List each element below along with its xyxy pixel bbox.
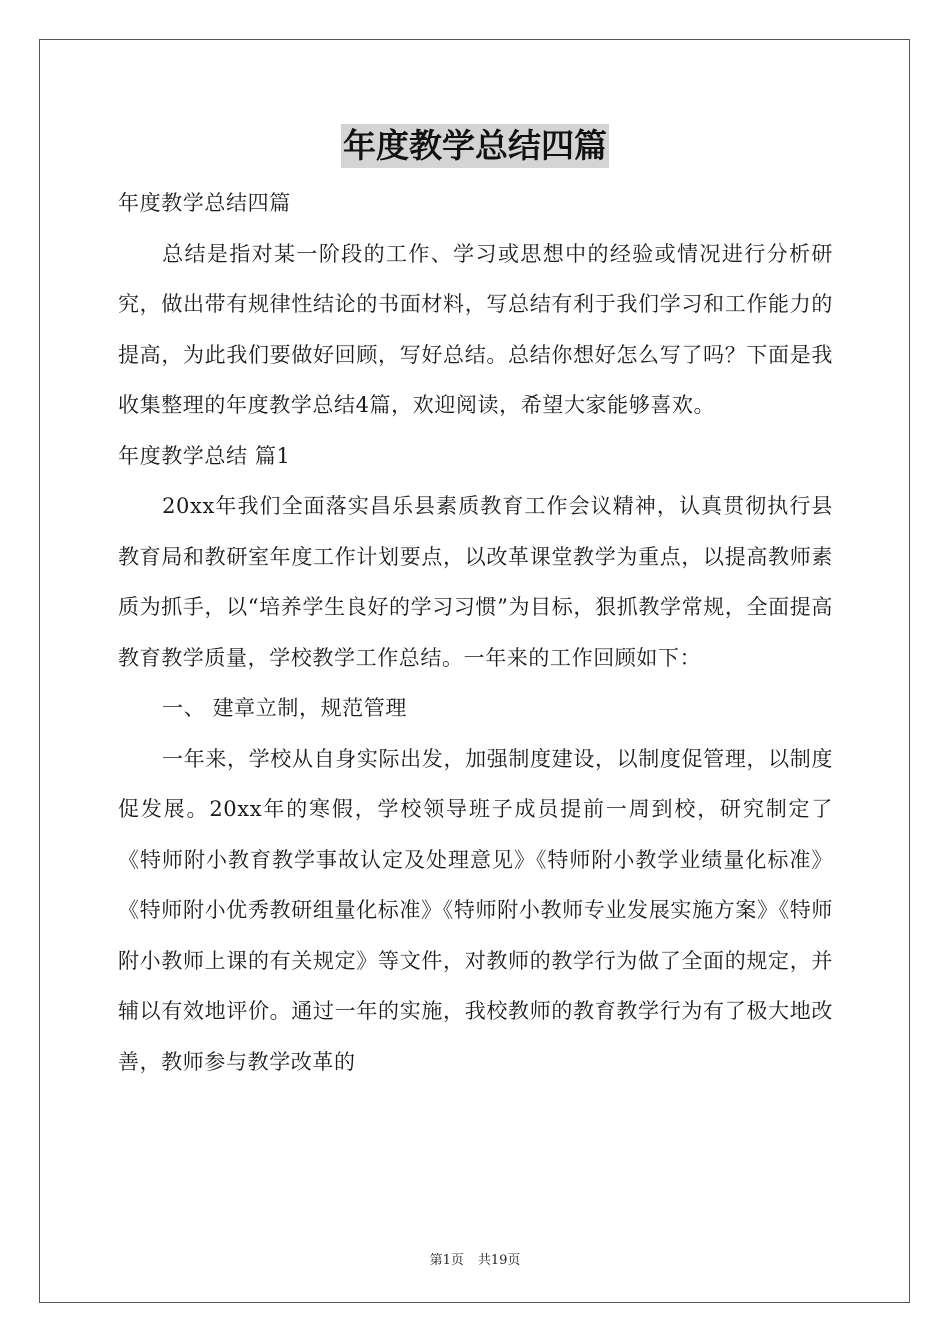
document-title: 年度教学总结四篇 xyxy=(341,124,609,168)
page-total: 共19页 xyxy=(477,1253,521,1268)
page-footer xyxy=(0,1249,950,1268)
intro-paragraph: 总结是指对某一阶段的工作、学习或思想中的经验或情况进行分析研究，做出带有规律性结论的书面材料，写总结有利于我们学习和工作能力的提高，为此我们要做好回顾，写好总结。总结你想好怎么写了吗？下面是我收集整理的年度教学总结4篇，欢迎阅读，希望大家能够喜欢。 xyxy=(118,241,833,417)
title-block xyxy=(0,124,950,168)
page-number: 第1页 xyxy=(429,1253,464,1268)
part-1-paragraph: 20xx年我们全面落实昌乐县素质教育工作会议精神，认真贯彻执行县教育局和教研室年度工作计划要点，以改革课堂教学为重点，以提高教师素质为抓手，以“培养学生良好的学习习惯”为目标，狠抓教学常规，全面提高教育教学质量，学校教学工作总结。一年来的工作回顾如下： xyxy=(118,494,833,670)
document-body xyxy=(118,178,833,1087)
subsection-heading: 一、 建章立制，规范管理 xyxy=(162,696,407,720)
body-paragraph: 一年来，学校从自身实际出发，加强制度建设，以制度促管理，以制度促发展。20xx年的寒假，学校领导班子成员提前一周到校，研究制定了《特师附小教育教学事故认定及处理意见》《特师附小教学业绩量化标准》 《特师附小优秀教研组量化标准》《特师附小教师专业发展实施方案》《特师附小教师上课的有关规定》等文件，对教师的教学行为做了全面的规定，并辅以有效地评价。通过一年的实施，我校教师的教育教学行为有了极大地改善，教师参与教学改革的 xyxy=(118,746,833,1074)
section-title-part-1: 年度教学总结 篇1 xyxy=(118,443,291,468)
intro-heading: 年度教学总结四篇 xyxy=(118,191,291,215)
